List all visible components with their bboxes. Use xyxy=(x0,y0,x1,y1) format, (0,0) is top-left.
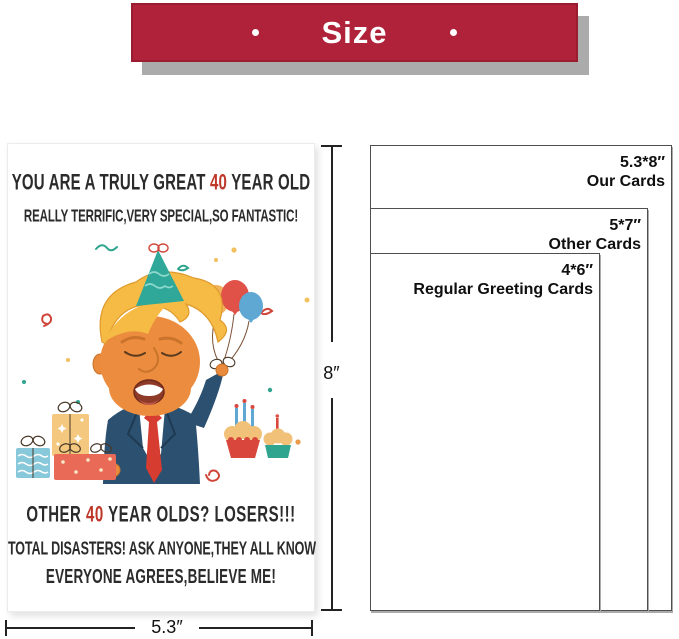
size-rect-label xyxy=(549,217,641,255)
greeting-card-preview xyxy=(7,143,315,612)
dimension-line xyxy=(7,627,135,629)
banner-dot-left-icon xyxy=(252,29,259,36)
headline-text-end: YEAR OLD xyxy=(227,170,311,196)
width-dimension-label: 5.3″ xyxy=(151,617,183,637)
headline-text: YOU ARE A TRULY GREAT xyxy=(11,170,210,196)
size-value: 4*6″ xyxy=(561,262,593,279)
card-punchline xyxy=(8,502,314,528)
size-banner xyxy=(131,3,578,62)
size-value: 5*7″ xyxy=(609,217,641,234)
size-name: Regular Greeting Cards xyxy=(413,280,593,298)
size-rect-regular-cards xyxy=(370,253,600,611)
height-dimension xyxy=(321,145,342,611)
card-line-believe: EVERYONE AGREES,BELIEVE ME! xyxy=(45,565,277,588)
dimension-line xyxy=(199,627,311,629)
card-line-disasters: TOTAL DISASTERS! ASK ANYONE,THEY ALL KNOW xyxy=(8,538,316,559)
trump-caricature xyxy=(93,244,228,484)
size-rect-label xyxy=(413,262,593,300)
size-rect-label xyxy=(587,154,665,192)
banner-dot-right-icon xyxy=(450,29,457,36)
dimension-cap xyxy=(311,620,313,636)
dimension-cap xyxy=(321,609,342,611)
size-name: Other Cards xyxy=(548,235,641,253)
width-dimension xyxy=(5,617,313,637)
cupcakes-icon xyxy=(224,399,293,458)
card-subline: REALLY TERRIFIC,VERY SPECIAL,SO FANTASTIC! xyxy=(23,208,299,226)
headline-number: 40 xyxy=(210,170,228,196)
dimension-line xyxy=(331,398,333,609)
banner-title: Size xyxy=(321,14,388,50)
size-name: Our Cards xyxy=(586,172,665,190)
punchline-text: OTHER xyxy=(26,502,87,528)
punchline-text-end: YEAR OLDS? LOSERS!!! xyxy=(103,502,296,528)
card-headline xyxy=(8,170,314,196)
dimension-line xyxy=(331,146,333,342)
height-dimension-label: 8″ xyxy=(323,363,340,383)
punchline-number: 40 xyxy=(86,502,104,528)
gift-boxes-icon xyxy=(16,401,116,480)
card-illustration xyxy=(8,242,316,500)
size-value: 5.3*8″ xyxy=(619,154,665,171)
